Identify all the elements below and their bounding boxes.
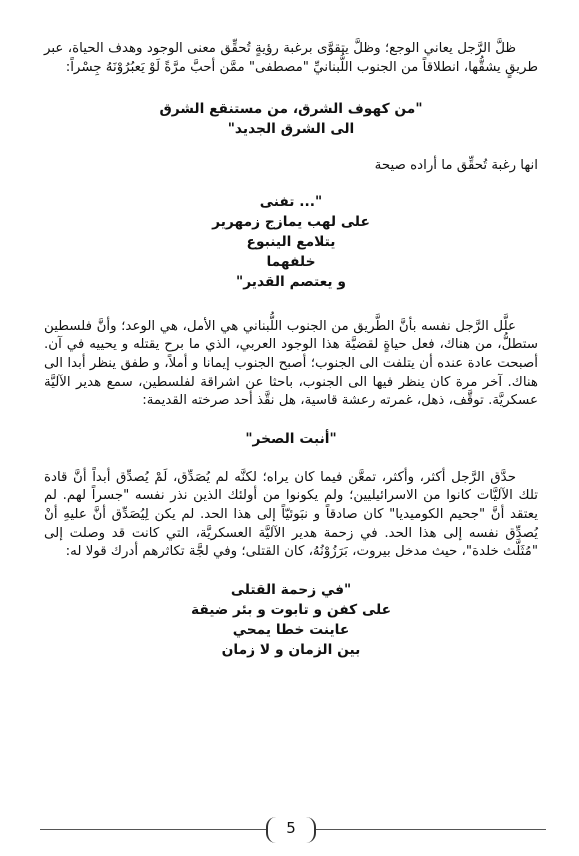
paragraph-2: انها رغبة تُحقِّق ما أراده صيحة bbox=[374, 158, 538, 174]
verse-1-line-1: "... تفنى bbox=[259, 193, 323, 210]
verse-2-line-2: على كفن و تابوت و بئر ضيقة bbox=[190, 601, 392, 618]
verse-1 bbox=[44, 192, 538, 292]
verse-1-line-4: خلفهما bbox=[266, 253, 316, 270]
verse-1-line-5: و يعتصم القدير" bbox=[236, 273, 346, 290]
verse-2 bbox=[44, 580, 538, 660]
page-body bbox=[44, 40, 538, 660]
heading-quote-1 bbox=[44, 99, 538, 139]
verse-2-line-4: بين الزمان و لا زمان bbox=[221, 641, 361, 658]
heading-quote-1-line-1: "من كهوف الشرق، من مستنقع الشرق bbox=[159, 101, 423, 118]
page-number: 5 bbox=[286, 819, 296, 837]
paragraph-3: علَّل الرَّجل نفسه بأنَّ الطَّريق من الجنوب اللُّبناني هي الأمل، هي الوعد؛ وأنَّ فلسطين ستطلُّ، من هناك، فعل حياةٍ لقضيَّة هذا الوجود العربي، الذي ما برح يقتله و يحييه في آن. أصبحت عادة عنده أن يتلفت الى الجنوب؛ أصبح الجنوب إيمانا و أملاً، و طفق ينظر أبدا الى هناك. آخر مرة كان ينظر فيها الى الجنوب، باحثا عن اشراقة لفلسطين، سمع هدير الآليَّة عسكريَّة. توقَّف، ذهل، غمرته رعشة قاسية، هل نقَّذ أحد صرخته القديمة: bbox=[44, 318, 538, 409]
footer-rule-left bbox=[40, 829, 266, 830]
verse-1-line-3: يتلامع الينبوع bbox=[246, 233, 336, 250]
verse-2-line-3: عاينت خطا يمحي bbox=[232, 621, 350, 638]
heading-quote-1-line-2: الى الشرق الجديد" bbox=[227, 121, 355, 138]
verse-2-line-1: "في زحمة القتلى bbox=[230, 581, 352, 598]
paragraph-4: حدَّق الرَّجل أكثر، وأكثر، تمعَّن فيما كان يراه؛ لكنَّه لم يُصَدِّق، لَمْ يُصدِّق أبداً أنَّ قادة تلك الآليَّات كانوا من الاسرائيليين؛ ولم يكونوا من أولئك الذين نذر نفسه "جسراً لهم. لم يعتقد أنَّ "جحيم الكوميديا" كان صادقاً و نبَوئيّاً إلى هذا الحد. لم يكن لِيُصَدِّق أنَّ عليهِ أنْ يُصدِّق نفسه إلى هذا الحد. في زحمة هدير الآليَّة العسكريَّة، التي كانت قد وصلت إلى "مُثَلَّث خلدة"، حيث مدخل بيروت، بَرَزُوْنُهُ، كان القتلى؛ وفي لجَّة تكاثرهم أدرك قولا له: bbox=[44, 469, 538, 560]
verse-1-line-2: على لهب يمازج زمهرير bbox=[212, 213, 370, 230]
footer-rule-right bbox=[316, 829, 546, 830]
heading-quote-2: "أنبت الصخر" bbox=[245, 430, 337, 447]
paragraph-1: ظلَّ الرَّجل يعاني الوجع؛ وظلَّ يتقوَّى برغبة رؤيةٍ تُحقِّق معنى الوجود وهدف الحياة، عبر طريقٍ يشقُّها، انطلاقاً من الجنوب اللُّبنانيِّ "مصطفى" ممَّن أحبَّ مرَّةً لَوْ يَعبُرُوْنَهُ جِسْراً: bbox=[44, 41, 538, 75]
